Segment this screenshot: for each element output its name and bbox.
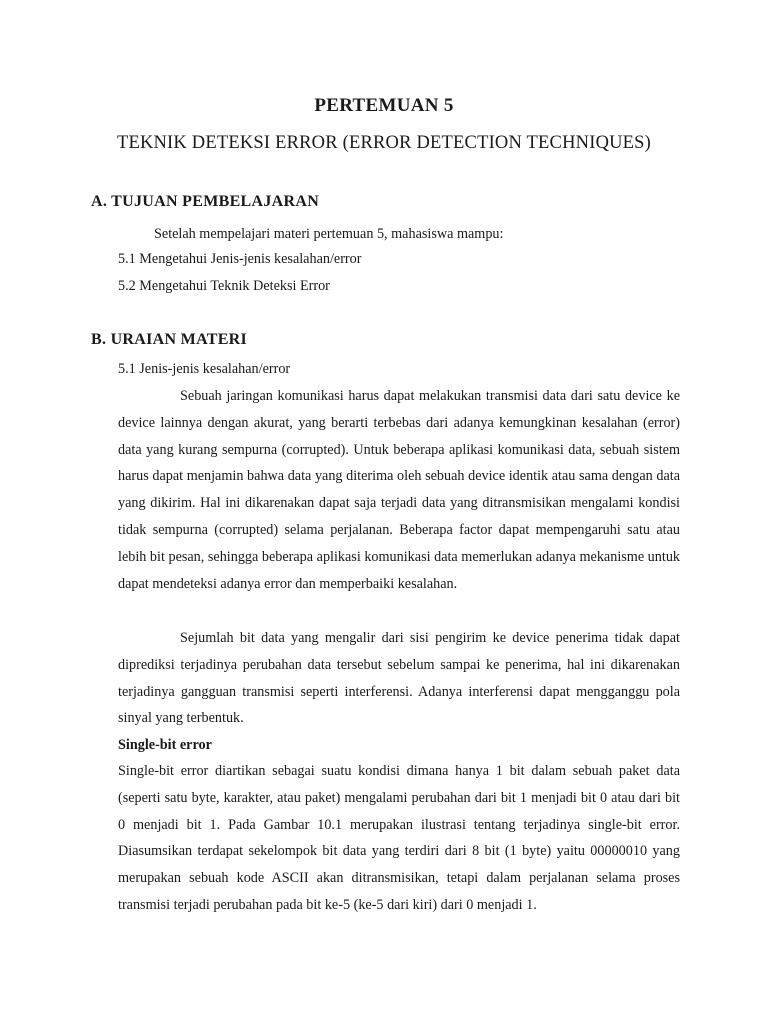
single-bit-error-label: Single-bit error: [118, 737, 212, 753]
objective-item: 5.1 Mengetahui Jenis-jenis kesalahan/error: [118, 251, 362, 267]
page-subtitle: TEKNIK DETEKSI ERROR (ERROR DETECTION TECHNIQUES): [116, 133, 652, 153]
section-a-intro: Setelah mempelajari materi pertemuan 5, mahasiswa mampu:: [154, 226, 504, 242]
body-paragraph: Sebuah jaringan komunikasi harus dapat melakukan transmisi data dari satu device ke device lainnya dengan akurat, yang berarti terbebas dari adanya kemungkinan kesalahan (error) data yang kurang sempurna (corrupted). Untuk beberapa aplikasi komunikasi data, sebuah sistem harus dapat menjamin bahwa data yang diterima oleh sebuah device identik atau sama dengan data yang dikirim. Hal ini dikarenakan dapat saja terjadi data yang ditransmisikan mengalami kondisi tidak sempurna (corrupted) selama perjalanan. Beberapa factor dapat mempengaruhi satu atau lebih bit pesan, sehingga beberapa aplikasi komunikasi data memerlukan adanya mekanisme untuk dapat mendeteksi adanya error dan memperbaiki kesalahan.: [118, 388, 680, 592]
section-a-heading: A. TUJUAN PEMBELAJARAN: [91, 193, 320, 210]
section-b-heading: B. URAIAN MATERI: [91, 331, 248, 348]
page-title: PERTEMUAN 5: [314, 95, 454, 116]
objective-item: 5.2 Mengetahui Teknik Deteksi Error: [118, 278, 330, 294]
section-b-subheading: 5.1 Jenis-jenis kesalahan/error: [118, 361, 291, 377]
body-paragraph: Single-bit error diartikan sebagai suatu kondisi dimana hanya 1 bit dalam sebuah paket data (seperti satu byte, karakter, atau paket) mengalami perubahan dari bit 1 menjadi bit 0 atau dari bit 0 menjadi bit 1. Pada Gambar 10.1 merupakan ilustrasi tentang terjadinya single-bit error. Diasumsikan terdapat sekelompok bit data yang terdiri dari 8 bit (1 byte) yaitu 00000010 yang merupakan sebuah kode ASCII akan ditransmisikan, tetapi dalam perjalanan selama proses transmisi terjadi perubahan pada bit ke-5 (ke-5 dari kiri) dari 0 menjadi 1.: [118, 763, 680, 913]
body-paragraph: Sejumlah bit data yang mengalir dari sisi pengirim ke device penerima tidak dapat diprediksi terjadinya perubahan data tersebut sebelum sampai ke penerima, hal ini dikarenakan terjadinya gangguan transmisi seperti interferensi. Adanya interferensi dapat mengganggu pola sinyal yang terbentuk.: [118, 630, 680, 727]
